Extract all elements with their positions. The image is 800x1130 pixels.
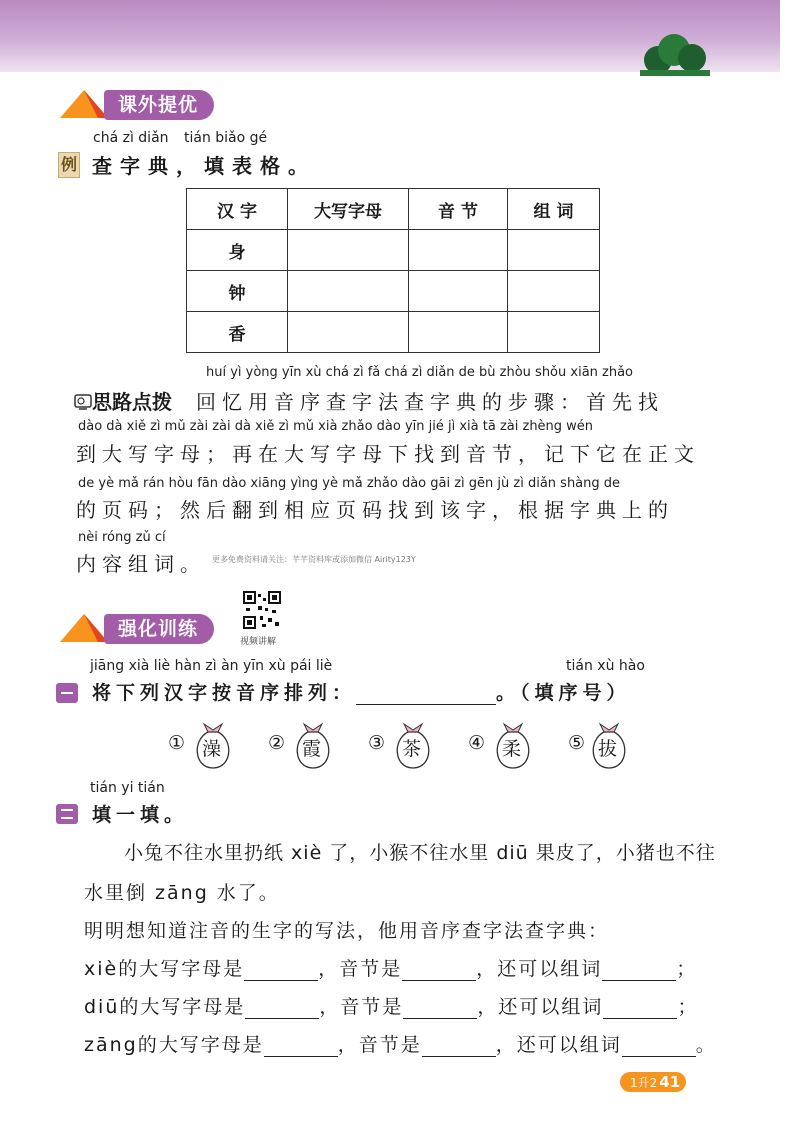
page-number-badge [620,1072,686,1092]
row-pinyin: zāng [84,1034,138,1056]
table-cell-char: 香 [187,312,288,353]
q1-pinyin: jiāng xià liè hàn zì àn yīn xù pái liè [90,658,333,674]
tip-label [74,386,172,415]
tip-line-1: 回忆用音序查字法查字典的步骤：首先找 [196,390,664,414]
example-pinyin-1: chá zì diǎn [93,130,169,146]
table-cell-blank[interactable] [508,271,600,312]
item-number: ④ [468,732,486,754]
tip-line-4: 内容组词。 [76,552,206,576]
dictionary-table [186,188,600,353]
item-number: ② [268,732,286,754]
promo-note: 更多免费资料请关注：芊芊资料库或添加微信 Airity123Y [212,555,416,564]
capital-letter-blank[interactable] [245,998,319,1019]
tip-pinyin-1: huí yì yòng yīn xù chá zì fǎ chá zì diǎn de bù zhòu shǒu xiān zhǎo [206,365,634,380]
row-text: ，还可以组词 [477,996,604,1018]
q2-para1-a: 小兔不往水里扔纸 xiè 了，小猴不往水里 diū 果皮了，小猪也不往 [124,842,716,864]
question-1-badge [56,683,78,703]
page-number: 41 [659,1073,681,1091]
table-cell-blank[interactable] [508,312,600,353]
item-char: 茶 [402,738,422,760]
row-end: 。 [695,1034,717,1056]
item-number: ⑤ [568,732,586,754]
table-row [187,230,600,271]
qr-code-icon[interactable] [242,590,282,630]
section-header-training [58,610,258,650]
table-header: 音 节 [409,189,508,230]
table-row [187,271,600,312]
syllable-blank[interactable] [402,960,476,981]
item-number: ① [168,732,186,754]
row-text: ，音节是 [337,1034,422,1056]
table-cell-blank[interactable] [288,271,409,312]
qr-label: 视频讲解 [240,637,277,647]
table-cell-blank[interactable] [409,312,508,353]
q2-fill-row [84,1030,717,1057]
row-text: ，还可以组词 [495,1034,622,1056]
row-pinyin: xiè [84,958,119,980]
row-pinyin: diū [84,996,120,1018]
q2-para1-b: 水里倒 zāng 水了。 [84,882,280,904]
q2-fill-row [84,992,698,1019]
item-char: 霞 [302,738,322,760]
row-text: ，还可以组词 [476,958,603,980]
section-title: 强化训练 [104,614,214,644]
q1-items [168,714,628,778]
row-text: ，音节是 [318,958,403,980]
table-cell-blank[interactable] [409,271,508,312]
capital-letter-blank[interactable] [264,1036,338,1057]
table-header-row [187,189,600,230]
item-char: 澡 [202,738,222,760]
section-header-extra [58,86,258,126]
tip-pinyin-2: dào dà xiě zì mǔ zài zài dà xiě zì mǔ xià zhǎo dào yīn jié jì xià tā zài zhèng wén [78,419,594,434]
table-cell-blank[interactable] [288,312,409,353]
q2-text: 填一填。 [92,804,189,826]
table-cell-char: 身 [187,230,288,271]
row-text: 的大写字母是 [119,996,246,1018]
table-header: 大写字母 [288,189,409,230]
tree-decor-icon [640,32,710,76]
q2-fill-row [84,954,697,981]
capital-letter-blank[interactable] [244,960,318,981]
table-cell-blank[interactable] [508,230,600,271]
row-text: ，音节是 [319,996,404,1018]
row-text: 的大写字母是 [137,1034,264,1056]
q1-answer-blank[interactable] [356,682,496,705]
section-title: 课外提优 [104,90,214,120]
tip-label-text: 思路点拨 [92,390,172,414]
item-char: 柔 [502,738,522,760]
question-2-badge [56,804,78,824]
word-blank[interactable] [602,960,676,981]
q1-prompt: 将下列汉字按音序排列： [92,682,357,704]
tip-line-2: 到大写字母；再在大写字母下找到音节，记下它在正文 [76,442,700,466]
q1-pinyin-tail: tián xù hào [566,658,645,674]
word-blank[interactable] [603,998,677,1019]
item-char: 拔 [598,738,618,760]
tip-line-3: 的页码；然后翻到相应页码找到该字，根据字典上的 [76,498,674,522]
syllable-blank[interactable] [403,998,477,1019]
table-cell-blank[interactable] [409,230,508,271]
q2-para2: 明明想知道注音的生字的写法，他用音序查字法查字典： [84,920,610,942]
syllable-blank[interactable] [422,1036,496,1057]
example-text: 查字典，填表格。 [92,154,316,178]
table-header: 组 词 [508,189,600,230]
lightbulb-icon [74,393,92,411]
table-row [187,312,600,353]
q1-tail: 。（填序号） [496,682,631,704]
table-header: 汉 字 [187,189,288,230]
item-number: ③ [368,732,386,754]
tip-pinyin-4: nèi róng zǔ cí [78,530,166,545]
grade-label: 1升2 [630,1076,658,1090]
tip-pinyin-3: de yè mǎ rán hòu fān dào xiāng yìng yè mǎ zhǎo dào gāi zì gēn jù zì diǎn shàng de [78,476,621,491]
q1-text [92,678,631,705]
table-cell-char: 钟 [187,271,288,312]
row-end: ； [677,996,699,1018]
example-tag: 例 [58,152,80,178]
table-cell-blank[interactable] [288,230,409,271]
q2-pinyin: tián yi tián [90,780,165,796]
row-end: ； [676,958,698,980]
word-blank[interactable] [622,1036,696,1057]
row-text: 的大写字母是 [118,958,245,980]
example-pinyin-2: tián biǎo gé [184,130,268,146]
